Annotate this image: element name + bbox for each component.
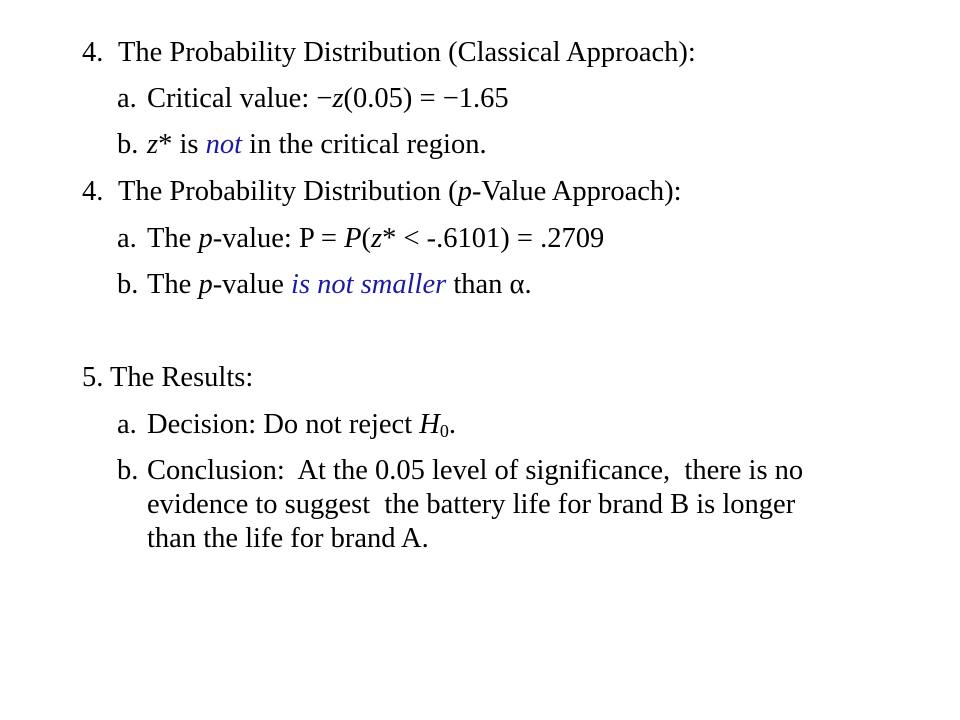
z-star-text: * is <box>158 129 206 160</box>
heading-text-post: -Value Approach): <box>471 176 682 207</box>
heading-text: 5. The Results: <box>82 362 254 393</box>
comparison-mid: -value <box>212 269 292 300</box>
heading-text: The Probability Distribution (Classical Approach): <box>118 37 696 68</box>
conclusion-line-2 <box>147 488 795 522</box>
p-symbol: p <box>457 176 472 207</box>
critical-value-line <box>117 82 509 116</box>
highlight-not: not <box>205 129 243 160</box>
z-symbol: z <box>332 83 344 114</box>
item-marker: b. <box>117 269 139 300</box>
comparison-pre: The <box>147 269 199 300</box>
critical-value: 1.65 <box>458 83 509 114</box>
period: . <box>524 269 532 300</box>
item-marker: b. <box>117 129 139 160</box>
z-symbol: z <box>147 129 159 160</box>
p-value-pre: The <box>147 223 199 254</box>
step4-classical-heading <box>82 36 696 70</box>
heading-text-pre: The Probability Distribution ( <box>118 176 458 207</box>
decision-text: Decision: Do not reject <box>147 409 420 440</box>
step-number: 4. <box>82 176 104 207</box>
p-value-label: -value: P = <box>212 223 345 254</box>
p-symbol: p <box>198 223 213 254</box>
decision-line <box>117 408 456 442</box>
conclusion-line-3 <box>147 522 429 556</box>
minus-sign: − <box>316 83 333 114</box>
step4-pvalue-heading <box>82 175 682 209</box>
p-value-comparison-line <box>117 268 532 302</box>
conclusion-text: Conclusion: At the 0.05 level of significance, there is no <box>147 455 804 486</box>
hypothesis-subscript: 0 <box>439 421 449 441</box>
minus-sign: − <box>442 83 459 114</box>
conclusion-line-1 <box>117 454 803 488</box>
item-marker: a. <box>117 409 137 440</box>
critical-region-text: in the critical region. <box>242 129 487 160</box>
period: . <box>448 409 456 440</box>
critical-value-label: Critical value: <box>147 83 317 114</box>
conclusion-text: evidence to suggest the battery life for brand B is longer <box>147 489 796 520</box>
item-marker: a. <box>117 223 137 254</box>
p-symbol: p <box>198 269 213 300</box>
comparison-post: than <box>446 269 510 300</box>
step5-heading <box>82 361 253 395</box>
item-marker: a. <box>117 83 137 114</box>
p-value-line <box>117 222 604 256</box>
alpha-symbol: α <box>509 269 525 300</box>
p-value-result: * < -.6101) = .2709 <box>382 223 605 254</box>
item-marker: b. <box>117 455 139 486</box>
probability-symbol: P <box>344 223 362 254</box>
highlight-is-not-smaller: is not smaller <box>291 269 447 300</box>
critical-region-line <box>117 128 487 162</box>
conclusion-text: than the life for brand A. <box>147 523 429 554</box>
hypothesis-symbol: H <box>419 409 440 440</box>
critical-expression: (0.05) = <box>343 83 443 114</box>
open-paren: ( <box>361 223 371 254</box>
step-number: 4. <box>82 37 104 68</box>
z-symbol: z <box>370 223 383 254</box>
